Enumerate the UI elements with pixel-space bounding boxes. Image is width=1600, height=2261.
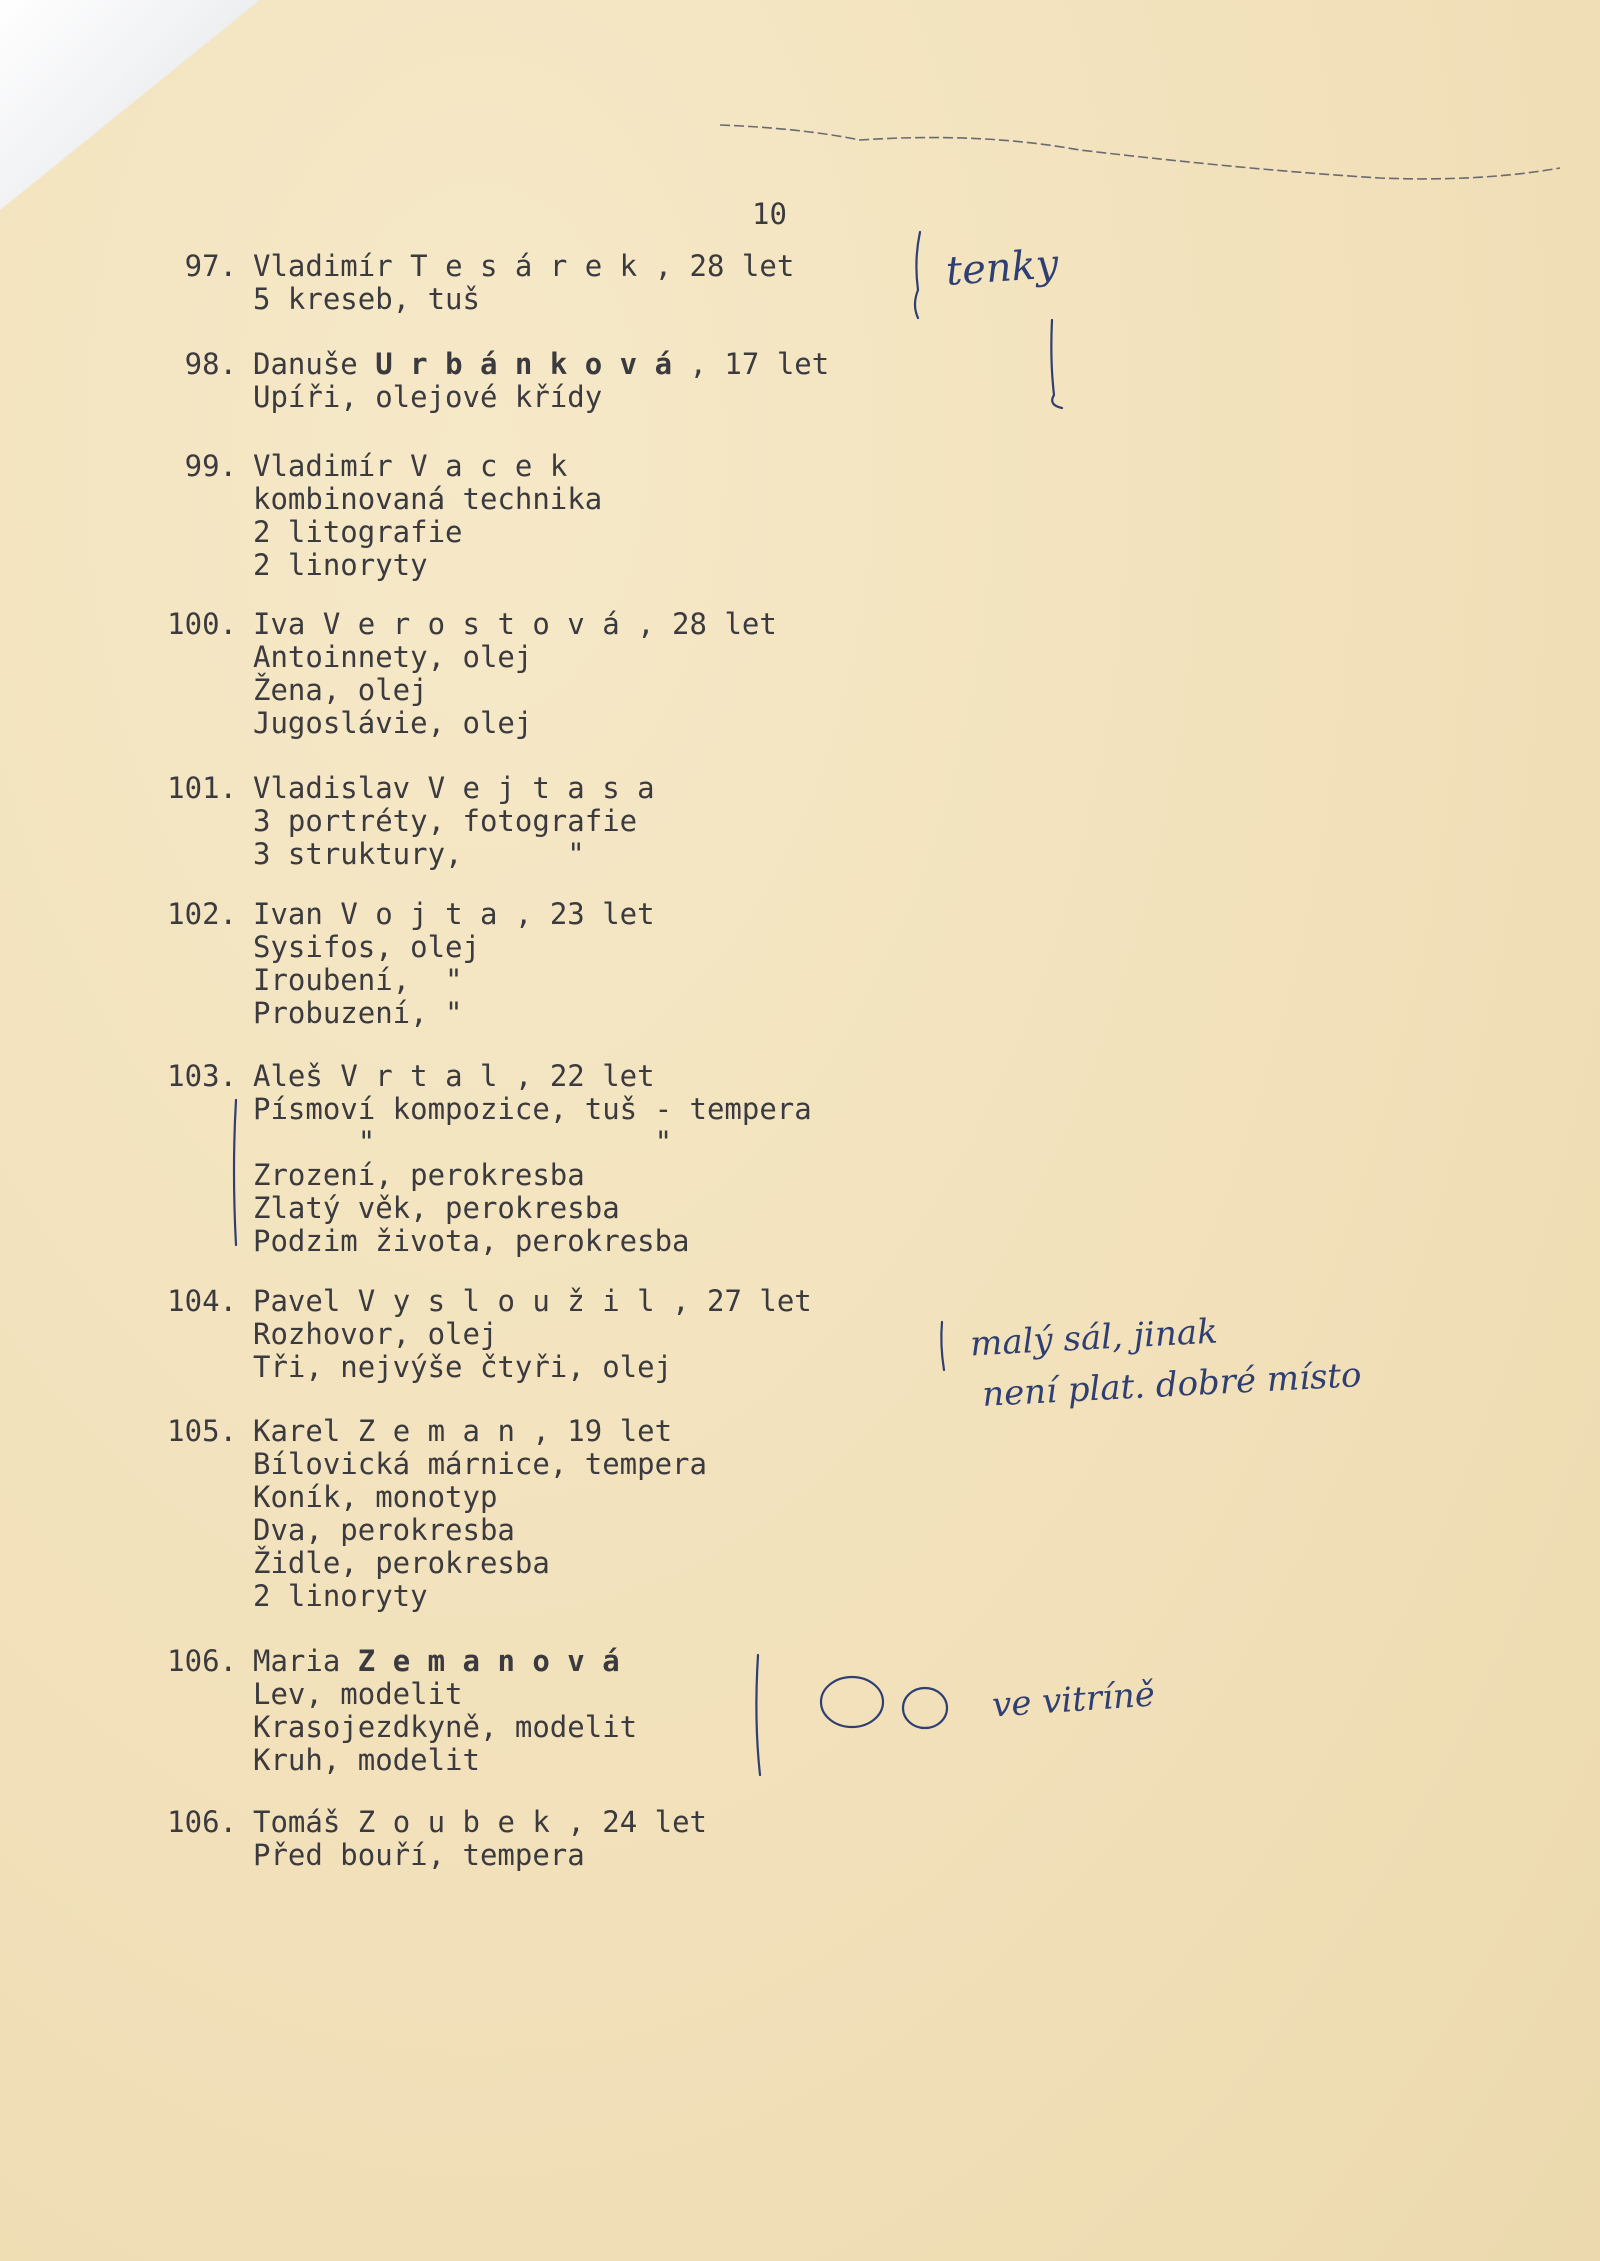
- first-name: Vladimír: [253, 449, 393, 483]
- entry-number: 106.: [167, 1805, 237, 1839]
- work-item: Iroubení, ": [253, 963, 463, 997]
- surname: V y s l o u ž i l: [357, 1284, 655, 1318]
- work-item: 2 linoryty: [253, 548, 428, 582]
- age: , 23 let: [514, 897, 655, 931]
- age: , 19 let: [532, 1414, 673, 1448]
- surname: V o j t a: [340, 897, 498, 931]
- work-item: kombinovaná technika: [253, 482, 603, 516]
- work-item: Krasojezdkyně, modelit: [253, 1710, 638, 1744]
- first-name: Karel: [253, 1414, 341, 1448]
- work-item: 3 portréty, fotografie: [253, 804, 638, 838]
- torn-edge-line: [720, 125, 1560, 179]
- work-item: Sysifos, olej: [253, 930, 480, 964]
- circle-2: [903, 1688, 947, 1728]
- surname: V e r o s t o v á: [322, 607, 620, 641]
- surname: V e j t a s a: [427, 771, 655, 805]
- handwritten-note-104-line2: není plat. dobré místo: [981, 1355, 1363, 1415]
- first-name: Danuše: [253, 347, 358, 381]
- surname: Z o u b e k: [357, 1805, 550, 1839]
- first-name: Ivan: [253, 897, 323, 931]
- entry-number: 97.: [184, 249, 237, 283]
- page-number: 10: [752, 197, 787, 231]
- bracket-98: [1051, 320, 1062, 408]
- work-item: Antoinnety, olej: [253, 640, 533, 674]
- bracket-103: [234, 1100, 236, 1245]
- work-item: Před bouří, tempera: [253, 1838, 585, 1872]
- bracket-97: [915, 232, 920, 318]
- entry-number: 103.: [167, 1059, 237, 1093]
- surname: T e s á r e k: [410, 249, 638, 283]
- first-name: Vladislav: [253, 771, 411, 805]
- entry-number: 105.: [167, 1414, 237, 1448]
- entry-number: 104.: [167, 1284, 237, 1318]
- surname: Z e m a n: [357, 1414, 515, 1448]
- entry-number: 99.: [184, 449, 237, 483]
- circle-1: [821, 1677, 883, 1727]
- handwritten-note-106: ve vitríně: [990, 1674, 1157, 1726]
- surname: V a c e k: [410, 449, 568, 483]
- work-item: Písmoví kompozice, tuš - tempera: [253, 1092, 812, 1126]
- bracket-106: [756, 1655, 760, 1775]
- first-name: Maria: [253, 1644, 341, 1678]
- handwritten-note-97: tenky: [944, 241, 1060, 295]
- surname: Z e m a n o v á: [357, 1644, 620, 1678]
- surname: U r b á n k o v á: [375, 347, 673, 381]
- age: , 28 let: [654, 249, 795, 283]
- age: , 17 let: [689, 347, 830, 381]
- first-name: Aleš: [253, 1059, 323, 1093]
- age: , 27 let: [672, 1284, 812, 1318]
- work-item: Jugoslávie, olej: [253, 706, 533, 740]
- work-item: Bílovická márnice, tempera: [253, 1447, 707, 1481]
- work-item: 2 litografie: [253, 515, 463, 549]
- work-item: Upíři, olejové křídy: [253, 380, 603, 414]
- handwritten-note-104-line1: malý sál, jinak: [969, 1311, 1219, 1365]
- work-item: Kruh, modelit: [253, 1743, 480, 1777]
- first-name: Pavel: [253, 1284, 341, 1318]
- surname: V r t a l: [340, 1059, 498, 1093]
- age: , 22 let: [514, 1059, 655, 1093]
- work-item: 5 kreseb, tuš: [253, 282, 480, 316]
- work-item: Rozhovor, olej: [253, 1317, 498, 1351]
- entry-number: 98.: [184, 347, 237, 381]
- entry-number: 101.: [167, 771, 237, 805]
- work-item: Lev, modelit: [253, 1677, 463, 1711]
- work-item: Dva, perokresba: [253, 1513, 515, 1547]
- first-name: Vladimír: [253, 249, 393, 283]
- work-item: Podzim života, perokresba: [253, 1224, 690, 1258]
- age: , 24 let: [567, 1805, 707, 1839]
- work-item: Zrození, perokresba: [253, 1158, 585, 1192]
- first-name: Tomáš: [253, 1805, 341, 1839]
- entry-number: 106.: [167, 1644, 237, 1678]
- work-item: Žena, olej: [253, 673, 428, 707]
- bracket-104: [941, 1322, 944, 1370]
- first-name: Iva: [253, 607, 306, 641]
- work-item: 2 linoryty: [253, 1579, 428, 1613]
- ditto-marks: " ": [253, 1125, 673, 1159]
- work-item: Probuzení, ": [253, 996, 463, 1030]
- work-item: Tři, nejvýše čtyři, olej: [253, 1350, 673, 1384]
- work-item: Židle, perokresba: [253, 1546, 550, 1580]
- work-item: Koník, monotyp: [253, 1480, 498, 1514]
- entry-number: 100.: [167, 607, 237, 641]
- entry-number: 102.: [167, 897, 237, 931]
- age: , 28 let: [637, 607, 777, 641]
- work-item: Zlatý věk, perokresba: [253, 1191, 620, 1225]
- work-item: 3 struktury, ": [253, 837, 585, 871]
